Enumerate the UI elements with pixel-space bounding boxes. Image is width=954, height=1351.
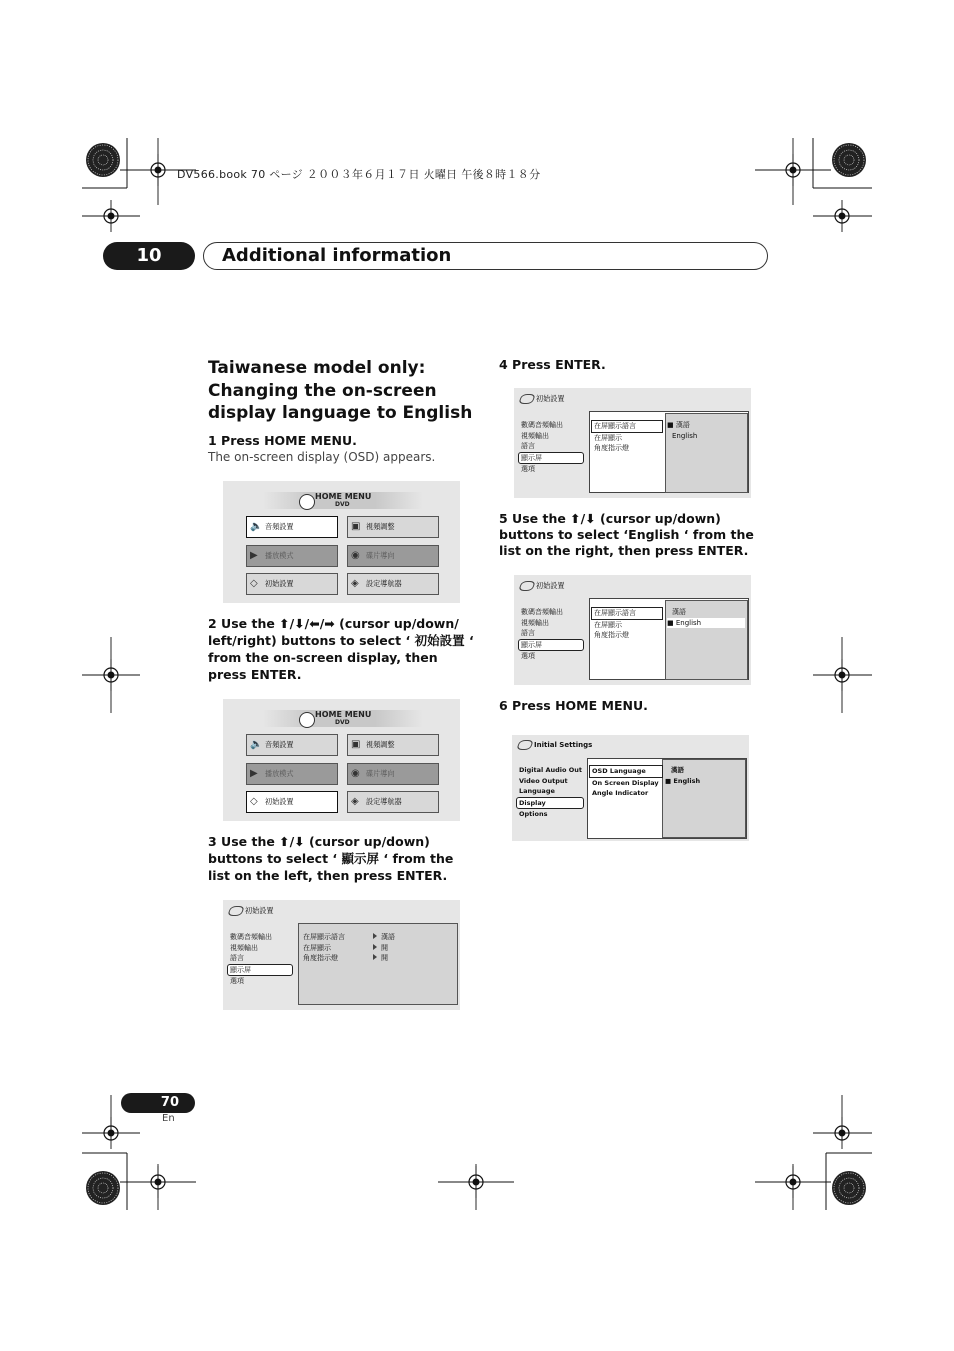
left-item-selected[interactable]: 顯示屏: [518, 452, 584, 465]
language-option-selected[interactable]: ■ 漢語: [667, 421, 690, 429]
step-2: 2 Use the ⬆/⬇/⬅/➡ (cursor up/down/ left/right) buttons to select ‘ 初始設置 ‘ from the on-screen display, then press ENTER.: [208, 616, 474, 682]
option-item[interactable]: 在屏顯示: [303, 943, 331, 952]
chapter-number-badge: 10: [103, 242, 195, 270]
menu-initial-settings[interactable]: ◇ 初始設置: [246, 573, 338, 595]
settings-icon: [518, 581, 536, 591]
menu-video-adjust[interactable]: ▣ 視頻調整: [347, 734, 439, 756]
home-menu-subtitle: DVD: [335, 501, 350, 508]
left-item[interactable]: 語言: [521, 442, 535, 450]
menu-audio-settings[interactable]: 🔈 音頻設置: [246, 734, 338, 756]
menu-video-adjust[interactable]: ▣ 視頻調整: [347, 516, 439, 538]
page-number-badge: 70: [121, 1093, 195, 1113]
option-value: 開: [373, 943, 395, 954]
option-item[interactable]: 在屏顯示語言: [303, 933, 345, 941]
menu-audio-settings[interactable]: 🔈 音頻設置: [246, 516, 338, 538]
screen-title: Initial Settings: [518, 740, 592, 750]
print-file-info: DV566.book 70 ページ ２００３年６月１７日 火曜日 午後８時１８分: [177, 168, 541, 181]
initial-settings-screen-step3: [223, 900, 460, 1010]
option-value: 漢語: [373, 932, 395, 943]
language-option[interactable]: 漢語: [672, 608, 686, 616]
left-item[interactable]: 數碼音頻輸出: [230, 933, 272, 941]
option-item[interactable]: 角度指示燈: [303, 954, 338, 962]
left-item[interactable]: Digital Audio Out: [519, 766, 583, 774]
language-list: [667, 420, 697, 441]
option-value-list: [373, 932, 395, 964]
menu-disc-navigator[interactable]: ◉ 碟片導向: [347, 763, 439, 785]
left-category-list: [521, 420, 584, 475]
speaker-icon: 🔈: [250, 521, 263, 532]
settings-icon: ◇: [250, 578, 258, 589]
option-item-selected[interactable]: 在屏顯示語言: [591, 420, 663, 433]
settings-icon: [516, 740, 534, 750]
option-list: [594, 607, 663, 641]
option-list: [594, 420, 663, 454]
option-item[interactable]: 在屏顯示: [594, 433, 622, 442]
language-list: [667, 607, 745, 628]
home-menu-title: HOME MENU: [315, 492, 372, 501]
arrow-right-icon: [373, 933, 377, 939]
step-5: 5 Use the ⬆/⬇ (cursor up/down) buttons to select ‘English ‘ from the list on the right, then press ENTER.: [499, 511, 754, 558]
left-item[interactable]: 選項: [521, 652, 535, 660]
menu-play-mode[interactable]: ▶ 播放模式: [246, 545, 338, 567]
language-option-selected[interactable]: ■ English: [665, 776, 701, 785]
left-item-selected[interactable]: 顯示屏: [518, 639, 584, 652]
home-menu-screen-1: [223, 481, 460, 603]
play-icon: ▶: [250, 550, 258, 561]
left-item[interactable]: 視頻輸出: [521, 431, 549, 440]
left-category-list: [519, 765, 584, 820]
disc-icon: [299, 494, 315, 510]
step-1: 1 Press HOME MENU.: [208, 433, 357, 448]
option-item[interactable]: On Screen Display: [592, 778, 659, 787]
option-item[interactable]: 角度指示燈: [594, 631, 629, 639]
language-list: [665, 765, 700, 786]
disc-nav-icon: ◉: [351, 768, 360, 779]
video-icon: ▣: [351, 739, 361, 750]
menu-initial-settings[interactable]: ◇ 初始設置: [246, 791, 338, 813]
language-option[interactable]: 漢語: [671, 766, 684, 774]
disc-nav-icon: ◉: [351, 550, 360, 561]
screen-title: 初始設置: [520, 581, 564, 591]
step-4: 4 Press ENTER.: [499, 357, 606, 372]
play-icon: ▶: [250, 768, 258, 779]
left-item[interactable]: 語言: [230, 954, 244, 962]
home-menu-subtitle: DVD: [335, 719, 350, 726]
settings-icon: ◇: [250, 796, 258, 807]
section-heading: Taiwanese model only: Changing the on-screen display language to English: [208, 358, 473, 423]
settings-icon: [227, 906, 245, 916]
left-item[interactable]: Language: [519, 787, 555, 795]
step-6: 6 Press HOME MENU.: [499, 698, 648, 713]
menu-play-mode[interactable]: ▶ 播放模式: [246, 763, 338, 785]
language-option[interactable]: English: [672, 431, 698, 440]
initial-settings-screen-english: [512, 735, 749, 841]
left-item-selected[interactable]: 顯示屏: [227, 964, 293, 977]
navigator-icon: ◈: [351, 796, 359, 807]
screen-title: 初始設置: [229, 906, 273, 916]
settings-icon: [518, 394, 536, 404]
menu-disc-navigator[interactable]: ◉ 碟片導向: [347, 545, 439, 567]
left-item[interactable]: Video Output: [519, 776, 568, 785]
step-3: 3 Use the ⬆/⬇ (cursor up/down) buttons to select ‘ 顯示屏 ‘ from the list on the left, then press ENTER.: [208, 834, 454, 883]
menu-setup-navigator[interactable]: ◈ 設定導航器: [347, 791, 439, 813]
language-option-selected[interactable]: ■ English: [667, 618, 745, 629]
page-language: En: [162, 1113, 175, 1124]
option-list: [303, 932, 345, 964]
initial-settings-screen-step5: [514, 575, 751, 685]
arrow-right-icon: [373, 954, 377, 960]
navigator-icon: ◈: [351, 578, 359, 589]
screen-title: 初始設置: [520, 394, 564, 404]
home-menu-screen-2: [223, 699, 460, 821]
left-item[interactable]: 選項: [230, 977, 244, 985]
left-item-selected[interactable]: Display: [516, 797, 584, 810]
option-item-selected[interactable]: OSD Language: [589, 765, 663, 778]
disc-icon: [299, 712, 315, 728]
home-menu-title: HOME MENU: [315, 710, 372, 719]
left-item[interactable]: 語言: [521, 629, 535, 637]
menu-setup-navigator[interactable]: ◈ 設定導航器: [347, 573, 439, 595]
option-item-selected[interactable]: 在屏顯示語言: [591, 607, 663, 620]
chapter-title: Additional information: [222, 245, 452, 266]
video-icon: ▣: [351, 521, 361, 532]
option-value: 開: [373, 953, 395, 964]
arrow-right-icon: [373, 944, 377, 950]
option-item[interactable]: 角度指示燈: [594, 444, 629, 452]
initial-settings-screen-step4: [514, 388, 751, 498]
option-item[interactable]: 在屏顯示: [594, 620, 622, 629]
step-1-note: The on-screen display (OSD) appears.: [208, 450, 436, 464]
left-item[interactable]: 數碼音頻輸出: [521, 608, 563, 616]
option-list: [592, 765, 663, 799]
left-category-list: [521, 607, 584, 662]
left-item[interactable]: 視頻輸出: [521, 618, 549, 627]
left-item[interactable]: 視頻輸出: [230, 943, 258, 952]
option-item[interactable]: Angle Indicator: [592, 789, 649, 797]
left-category-list: [230, 932, 293, 987]
left-item[interactable]: Options: [519, 810, 548, 818]
left-item[interactable]: 選項: [521, 465, 535, 473]
speaker-icon: 🔈: [250, 739, 263, 750]
left-item[interactable]: 數碼音頻輸出: [521, 421, 563, 429]
